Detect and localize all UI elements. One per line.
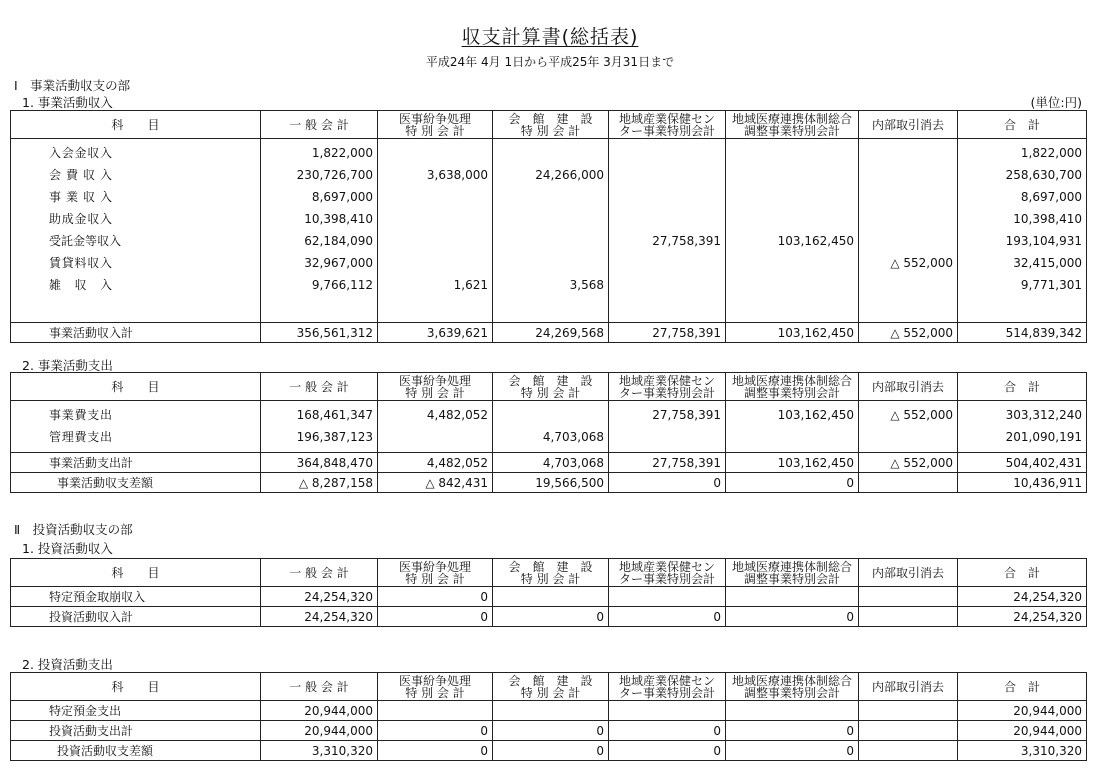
header-elimination: 内部取引消去 bbox=[859, 111, 958, 139]
value bbox=[859, 607, 958, 627]
value: △ 552,000 bbox=[890, 256, 953, 270]
value bbox=[493, 701, 609, 721]
value: 364,848,470 bbox=[261, 453, 378, 473]
regional-cell bbox=[609, 139, 726, 323]
item-name: 会 費 収 入 bbox=[49, 168, 112, 182]
value bbox=[382, 208, 488, 230]
value: 62,184,090 bbox=[304, 234, 373, 248]
value bbox=[497, 208, 604, 230]
header-row bbox=[11, 111, 1087, 139]
value: 0 bbox=[378, 741, 493, 761]
period: 平成24年 4月 1日から平成25年 3月31日まで bbox=[425, 55, 675, 69]
header-item: 科 目 bbox=[11, 559, 261, 587]
value bbox=[382, 230, 488, 252]
value: 0 bbox=[609, 607, 726, 627]
value: 10,398,410 bbox=[1013, 212, 1082, 226]
value bbox=[859, 721, 958, 741]
value: 196,387,123 bbox=[296, 430, 373, 444]
value: 27,758,391 bbox=[652, 408, 721, 422]
value: △ 8,287,158 bbox=[261, 473, 378, 493]
value: 356,561,312 bbox=[261, 323, 378, 343]
value bbox=[382, 186, 488, 208]
value: 20,944,000 bbox=[261, 721, 378, 741]
value bbox=[863, 274, 953, 296]
value: 0 bbox=[726, 721, 859, 741]
value bbox=[609, 701, 726, 721]
header-hall: 会 館 建 設 特 別 会 計 bbox=[493, 559, 609, 587]
value: 0 bbox=[609, 741, 726, 761]
value bbox=[863, 142, 953, 164]
header-general: 一 般 会 計 bbox=[261, 673, 378, 701]
total-row bbox=[11, 721, 1087, 741]
value bbox=[730, 426, 854, 448]
value: 3,310,320 bbox=[261, 741, 378, 761]
value bbox=[730, 252, 854, 274]
header-total: 合 計 bbox=[958, 673, 1087, 701]
table-row bbox=[11, 701, 1087, 721]
value bbox=[613, 142, 721, 164]
header-regional: 地域産業保健セン ター事業特別会計 bbox=[609, 111, 726, 139]
value: 1,822,000 bbox=[311, 146, 373, 160]
operating-income-table bbox=[10, 110, 1087, 343]
value: 4,482,052 bbox=[378, 453, 493, 473]
balance-row bbox=[11, 741, 1087, 761]
value bbox=[613, 274, 721, 296]
balance-row bbox=[11, 473, 1087, 493]
value: 24,266,000 bbox=[535, 168, 604, 182]
value bbox=[497, 186, 604, 208]
unit-label: (単位:円) bbox=[1030, 95, 1082, 110]
section-heading-operating: Ⅰ 事業活動収支の部 bbox=[14, 78, 131, 93]
item-name: 入 会 金 収 入 bbox=[49, 146, 112, 160]
subheading-investment-expense: 2. 投資活動支出 bbox=[22, 657, 113, 672]
value: 20,944,000 bbox=[958, 701, 1087, 721]
item-name: 特 定 預 金 支 出 bbox=[49, 704, 122, 718]
header-medical: 地域医療連携体制総合 調整事業特別会計 bbox=[726, 111, 859, 139]
value bbox=[378, 701, 493, 721]
subheading-operating-expense: 2. 事業活動支出 bbox=[22, 358, 113, 373]
investment-income-table bbox=[10, 558, 1087, 627]
value: 303,312,240 bbox=[1005, 408, 1082, 422]
value: 27,758,391 bbox=[652, 234, 721, 248]
value bbox=[863, 208, 953, 230]
value: 230,726,700 bbox=[296, 168, 373, 182]
value: 10,398,410 bbox=[304, 212, 373, 226]
value bbox=[382, 426, 488, 448]
value: 1,822,000 bbox=[1020, 146, 1082, 160]
total-label: 事業活動支出計 bbox=[11, 453, 261, 473]
value bbox=[859, 741, 958, 761]
header-hall: 会 館 建 設 特 別 会 計 bbox=[493, 673, 609, 701]
value: 504,402,431 bbox=[958, 453, 1087, 473]
value bbox=[497, 404, 604, 426]
value bbox=[863, 426, 953, 448]
value: 3,568 bbox=[569, 278, 604, 292]
value: 0 bbox=[378, 587, 493, 607]
general-cell bbox=[261, 139, 378, 323]
value: 9,771,301 bbox=[1020, 278, 1082, 292]
value: 103,162,450 bbox=[726, 323, 859, 343]
header-dispute: 医事紛争処理 特 別 会 計 bbox=[378, 559, 493, 587]
value: 4,703,068 bbox=[493, 453, 609, 473]
total-row bbox=[11, 607, 1087, 627]
value: 168,461,347 bbox=[296, 408, 373, 422]
value: 514,839,342 bbox=[958, 323, 1087, 343]
value bbox=[863, 164, 953, 186]
value bbox=[613, 208, 721, 230]
header-elimination: 内部取引消去 bbox=[859, 673, 958, 701]
value bbox=[497, 142, 604, 164]
value bbox=[497, 230, 604, 252]
value bbox=[730, 186, 854, 208]
header-elimination: 内部取引消去 bbox=[859, 373, 958, 401]
item-name: 雑 収 入 bbox=[49, 278, 112, 292]
header-item: 科 目 bbox=[11, 373, 261, 401]
header-general: 一 般 会 計 bbox=[261, 373, 378, 401]
header-hall: 会 館 建 設 特 別 会 計 bbox=[493, 373, 609, 401]
value: 0 bbox=[726, 741, 859, 761]
total-row bbox=[11, 453, 1087, 473]
value bbox=[613, 164, 721, 186]
value: 0 bbox=[609, 473, 726, 493]
header-item: 科 目 bbox=[11, 673, 261, 701]
table-body-block bbox=[11, 139, 1087, 323]
value bbox=[613, 252, 721, 274]
value: 19,566,500 bbox=[493, 473, 609, 493]
header-total: 合 計 bbox=[958, 559, 1087, 587]
value: 24,254,320 bbox=[261, 587, 378, 607]
header-total: 合 計 bbox=[958, 373, 1087, 401]
value: 3,310,320 bbox=[958, 741, 1087, 761]
total-label: 投資活動支出計 bbox=[11, 721, 261, 741]
header-general: 一 般 会 計 bbox=[261, 111, 378, 139]
value bbox=[730, 164, 854, 186]
header-total: 合 計 bbox=[958, 111, 1087, 139]
balance-label: 投資活動収支差額 bbox=[11, 741, 261, 761]
value bbox=[859, 701, 958, 721]
value: 20,944,000 bbox=[958, 721, 1087, 741]
value: 0 bbox=[493, 741, 609, 761]
header-dispute: 医事紛争処理 特 別 会 計 bbox=[378, 111, 493, 139]
hall-cell bbox=[493, 139, 609, 323]
value bbox=[863, 186, 953, 208]
value: 27,758,391 bbox=[609, 453, 726, 473]
value: 24,254,320 bbox=[261, 607, 378, 627]
value: 1,621 bbox=[453, 278, 488, 292]
value bbox=[497, 252, 604, 274]
header-medical: 地域医療連携体制総合 調整事業特別会計 bbox=[726, 559, 859, 587]
value bbox=[382, 252, 488, 274]
operating-expense-table bbox=[10, 372, 1087, 493]
header-general: 一 般 会 計 bbox=[261, 559, 378, 587]
value: 24,254,320 bbox=[958, 607, 1087, 627]
item-name: 管 理 費 支 出 bbox=[49, 430, 112, 444]
header-row bbox=[11, 373, 1087, 401]
item-cell bbox=[11, 139, 261, 323]
total-label: 投資活動収入計 bbox=[11, 607, 261, 627]
value bbox=[726, 587, 859, 607]
medical-cell bbox=[726, 401, 859, 453]
value: 0 bbox=[726, 607, 859, 627]
value bbox=[863, 230, 953, 252]
value: 8,697,000 bbox=[311, 190, 373, 204]
value bbox=[609, 587, 726, 607]
item-name: 事 業 収 入 bbox=[49, 190, 112, 204]
value bbox=[730, 142, 854, 164]
item-name: 賃 貸 料 収 入 bbox=[49, 256, 112, 270]
value: △ 552,000 bbox=[859, 453, 958, 473]
hall-cell bbox=[493, 401, 609, 453]
header-row bbox=[11, 559, 1087, 587]
section-heading-investment: Ⅱ 投資活動収支の部 bbox=[14, 522, 133, 537]
value bbox=[382, 142, 488, 164]
value: 27,758,391 bbox=[609, 323, 726, 343]
value: 201,090,191 bbox=[1005, 430, 1082, 444]
header-medical: 地域医療連携体制総合 調整事業特別会計 bbox=[726, 673, 859, 701]
elimination-cell bbox=[859, 401, 958, 453]
value: 24,269,568 bbox=[493, 323, 609, 343]
value: 0 bbox=[726, 473, 859, 493]
value: 4,703,068 bbox=[542, 430, 604, 444]
item-cell bbox=[11, 701, 261, 721]
value: △ 842,431 bbox=[378, 473, 493, 493]
value: 0 bbox=[609, 721, 726, 741]
value: 3,638,000 bbox=[426, 168, 488, 182]
value: 0 bbox=[378, 607, 493, 627]
document-title: 収支計算書(総括表) bbox=[461, 26, 639, 48]
header-dispute: 医事紛争処理 特 別 会 計 bbox=[378, 373, 493, 401]
item-name: 受 託 金 等 収 入 bbox=[49, 234, 122, 248]
header-dispute: 医事紛争処理 特 別 会 計 bbox=[378, 673, 493, 701]
item-cell bbox=[11, 587, 261, 607]
table-row bbox=[11, 587, 1087, 607]
total-cell bbox=[958, 401, 1087, 453]
total-row bbox=[11, 323, 1087, 343]
investment-expense-table bbox=[10, 672, 1087, 761]
value: 258,630,700 bbox=[1005, 168, 1082, 182]
header-row bbox=[11, 673, 1087, 701]
value: 8,697,000 bbox=[1020, 190, 1082, 204]
subheading-investment-income: 1. 投資活動収入 bbox=[22, 541, 113, 556]
value: △ 552,000 bbox=[890, 408, 953, 422]
item-name: 事 業 費 支 出 bbox=[49, 408, 112, 422]
value: 24,254,320 bbox=[958, 587, 1087, 607]
header-hall: 会 館 建 設 特 別 会 計 bbox=[493, 111, 609, 139]
value: 0 bbox=[493, 721, 609, 741]
value bbox=[726, 701, 859, 721]
value: 9,766,112 bbox=[311, 278, 373, 292]
value bbox=[613, 186, 721, 208]
header-regional: 地域産業保健セン ター事業特別会計 bbox=[609, 673, 726, 701]
value: 193,104,931 bbox=[1005, 234, 1082, 248]
header-regional: 地域産業保健セン ター事業特別会計 bbox=[609, 559, 726, 587]
table-body-block bbox=[11, 401, 1087, 453]
value bbox=[493, 587, 609, 607]
elimination-cell bbox=[859, 139, 958, 323]
value bbox=[613, 426, 721, 448]
header-regional: 地域産業保健セン ター事業特別会計 bbox=[609, 373, 726, 401]
value: 103,162,450 bbox=[726, 453, 859, 473]
item-cell bbox=[11, 401, 261, 453]
item-name: 特 定 預 金 取 崩 収 入 bbox=[49, 590, 146, 604]
value: 0 bbox=[378, 721, 493, 741]
value: 10,436,911 bbox=[958, 473, 1087, 493]
dispute-cell bbox=[378, 139, 493, 323]
value: △ 552,000 bbox=[859, 323, 958, 343]
medical-cell bbox=[726, 139, 859, 323]
header-item: 科 目 bbox=[11, 111, 261, 139]
value: 32,967,000 bbox=[304, 256, 373, 270]
value bbox=[859, 587, 958, 607]
general-cell bbox=[261, 401, 378, 453]
value: 32,415,000 bbox=[1013, 256, 1082, 270]
value bbox=[859, 473, 958, 493]
value bbox=[730, 274, 854, 296]
value: 20,944,000 bbox=[261, 701, 378, 721]
dispute-cell bbox=[378, 401, 493, 453]
total-cell bbox=[958, 139, 1087, 323]
header-medical: 地域医療連携体制総合 調整事業特別会計 bbox=[726, 373, 859, 401]
subheading-operating-income: 1. 事業活動収入 bbox=[22, 95, 113, 110]
regional-cell bbox=[609, 401, 726, 453]
value: 103,162,450 bbox=[777, 234, 854, 248]
item-name: 助 成 金 収 入 bbox=[49, 212, 112, 226]
value: 0 bbox=[493, 607, 609, 627]
balance-label: 事業活動収支差額 bbox=[11, 473, 261, 493]
value: 3,639,621 bbox=[378, 323, 493, 343]
value: 103,162,450 bbox=[777, 408, 854, 422]
value bbox=[730, 208, 854, 230]
header-elimination: 内部取引消去 bbox=[859, 559, 958, 587]
total-label: 事業活動収入計 bbox=[11, 323, 261, 343]
value: 4,482,052 bbox=[426, 408, 488, 422]
